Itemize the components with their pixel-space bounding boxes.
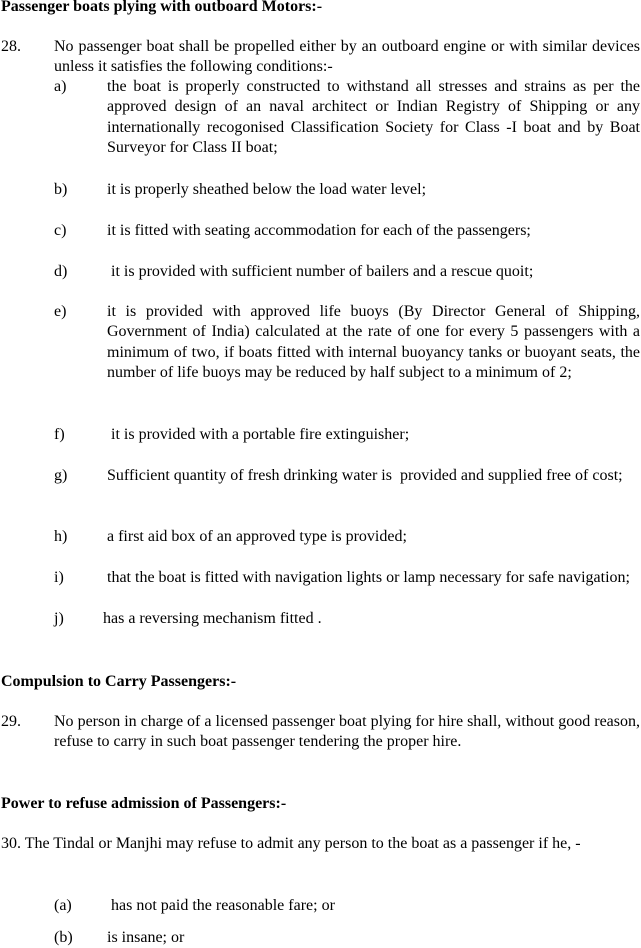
section-heading-power-to-refuse: Power to refuse admission of Passengers:-: [1, 795, 287, 812]
item-text-i: that the boat is fitted with navigation lights or lamp necessary for safe navigation;: [107, 569, 630, 586]
item-label-f: f): [54, 426, 65, 443]
paragraph-number-29: 29.: [1, 713, 21, 730]
sub-item-label-a: (a): [54, 897, 72, 914]
item-text-b: it is properly sheathed below the load water level;: [107, 181, 427, 198]
item-text-a: the boat is properly constructed to withstand all stresses and strains as per the approved design of an naval architect or Indian Registry of Shipping or any internationally recogonised Classification Society for Class -I boat and by Boat Surveyor for Class II boat;: [107, 78, 640, 157]
item-text-f: it is provided with a portable fire extinguisher;: [107, 426, 410, 443]
paragraph-28-text: No passenger boat shall be propelled either by an outboard engine or with similar devices unless it satisfies the following conditions:-: [54, 38, 640, 76]
paragraph-29-text: No person in charge of a licensed passenger boat plying for hire shall, without good reason, refuse to carry in such boat passenger tendering the proper hire.: [54, 713, 640, 751]
item-text-d: it is provided with sufficient number of bailers and a rescue quoit;: [107, 263, 534, 280]
item-text-c: it is fitted with seating accommodation for each of the passengers;: [107, 222, 531, 239]
item-text-h: a first aid box of an approved type is provided;: [107, 528, 407, 545]
sub-item-text-b: is insane; or: [107, 929, 185, 946]
item-text-j: has a reversing mechanism fitted .: [103, 610, 322, 627]
section-heading-outboard-motors: Passenger boats plying with outboard Motors:-: [1, 0, 323, 15]
item-label-j: j): [54, 610, 64, 627]
paragraph-30-text: 30. The Tindal or Manjhi may refuse to admit any person to the boat as a passenger if he, -: [1, 835, 581, 852]
sub-item-text-a: has not paid the reasonable fare; or: [107, 897, 335, 914]
paragraph-number-28: 28.: [1, 38, 21, 55]
sub-item-label-b: (b): [54, 929, 73, 946]
item-text-e: it is provided with approved life buoys (By Director General of Shipping, Government of India) calculated at the rate of one for every 5 passengers with a minimum of two, if boats fitted with internal buoyancy tanks or buoyant seats, the number of life buoys may be reduced by half subject to a minimum of 2;: [107, 303, 640, 382]
section-heading-compulsion: Compulsion to Carry Passengers:-: [1, 673, 237, 690]
item-label-h: h): [54, 528, 68, 545]
item-label-c: c): [54, 222, 67, 239]
item-label-d: d): [54, 263, 68, 280]
item-label-b: b): [54, 181, 68, 198]
item-label-i: i): [54, 569, 64, 586]
item-text-g: Sufficient quantity of fresh drinking water is provided and supplied free of cost;: [107, 467, 623, 484]
item-label-e: e): [54, 303, 67, 320]
item-label-a: a): [54, 78, 67, 95]
item-label-g: g): [54, 467, 68, 484]
